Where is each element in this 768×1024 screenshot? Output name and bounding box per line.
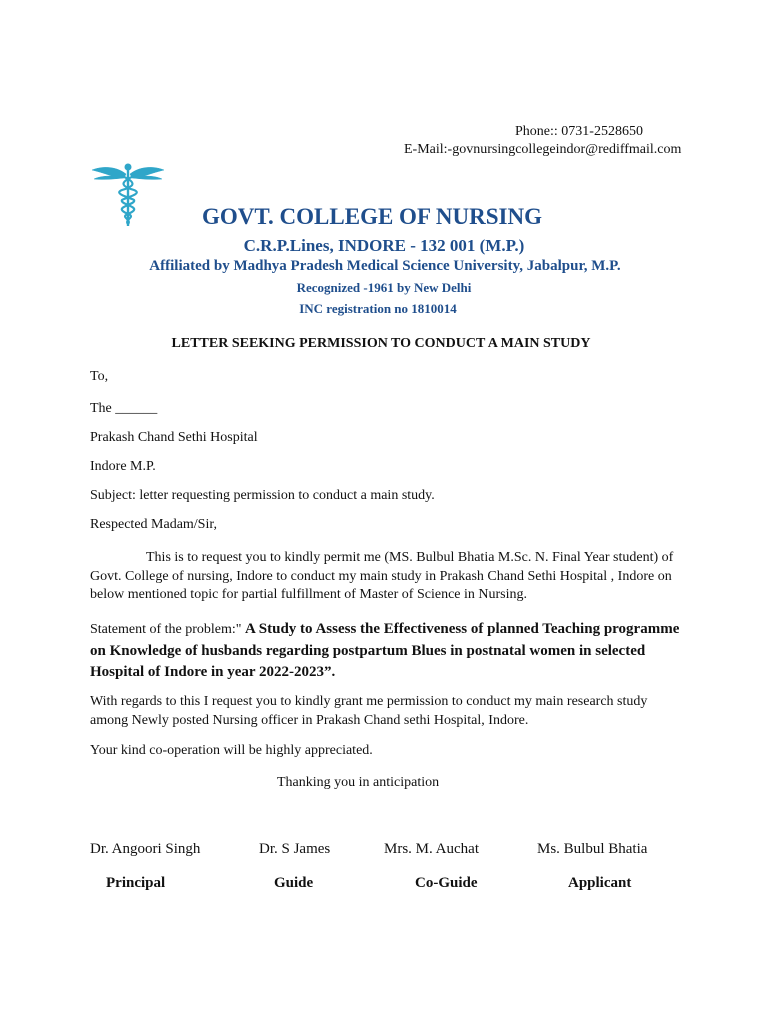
- letter-title: LETTER SEEKING PERMISSION TO CONDUCT A MAIN STUDY: [171, 336, 591, 351]
- closing-line: Thanking you in anticipation: [277, 775, 440, 790]
- phone-text: Phone:: 0731-2528650: [515, 124, 643, 139]
- subject-line: Subject: letter requesting permission to conduct a main study.: [90, 488, 435, 503]
- email-text: E-Mail:-govnursingcollegeindor@rediffmail.com: [404, 142, 682, 157]
- affiliation-text: Affiliated by Madhya Pradesh Medical Science University, Jabalpur, M.P.: [149, 258, 621, 274]
- statement-paragraph: [90, 619, 680, 684]
- regards-paragraph: With regards to this I request you to kindly grant me permission to conduct my main research study among Newly posted Nursing officer in Prakash Chand sethi Hospital, Indore.: [90, 694, 648, 728]
- signatory-name: Mrs. M. Auchat: [384, 841, 479, 857]
- recipient-line: Prakash Chand Sethi Hospital: [90, 430, 258, 445]
- college-address: C.R.P.Lines, INDORE - 132 001 (M.P.): [243, 236, 525, 255]
- signatory-role: Co-Guide: [415, 875, 478, 891]
- registration-text: INC registration no 1810014: [299, 301, 457, 316]
- to-line: To,: [90, 369, 109, 384]
- request-paragraph: This is to request you to kindly permit me (MS. Bulbul Bhatia M.Sc. N. Final Year student) of Govt. College of nursing, Indore to conduct my main study in Prakash Chand Sethi Hospital , Indore on below mentioned topic for partial fulfillment of Master of Science in Nursing.: [90, 550, 674, 602]
- signatory-name: Ms. Bulbul Bhatia: [537, 841, 648, 857]
- salutation-line: Respected Madam/Sir,: [90, 517, 217, 532]
- cooperation-line: Your kind co-operation will be highly appreciated.: [90, 743, 373, 758]
- signatory-name: Dr. Angoori Singh: [90, 841, 201, 857]
- statement-title: A Study to Assess the Effectiveness of planned Teaching programme on Knowledge of husbands regarding postpartum Blues in postnatal women in selected Hospital of Indore in year 2022-2023”.: [90, 621, 680, 680]
- signatory-name: Dr. S James: [259, 841, 331, 857]
- recognition-text: Recognized -1961 by New Delhi: [296, 280, 472, 295]
- city-line: Indore M.P.: [90, 459, 156, 474]
- signatory-role: Applicant: [568, 875, 632, 891]
- the-line: The ______: [90, 401, 158, 416]
- signatory-role: Principal: [106, 875, 166, 891]
- statement-label: Statement of the problem:": [90, 622, 246, 637]
- college-name: GOVT. COLLEGE OF NURSING: [202, 204, 542, 229]
- signatory-role: Guide: [274, 875, 314, 891]
